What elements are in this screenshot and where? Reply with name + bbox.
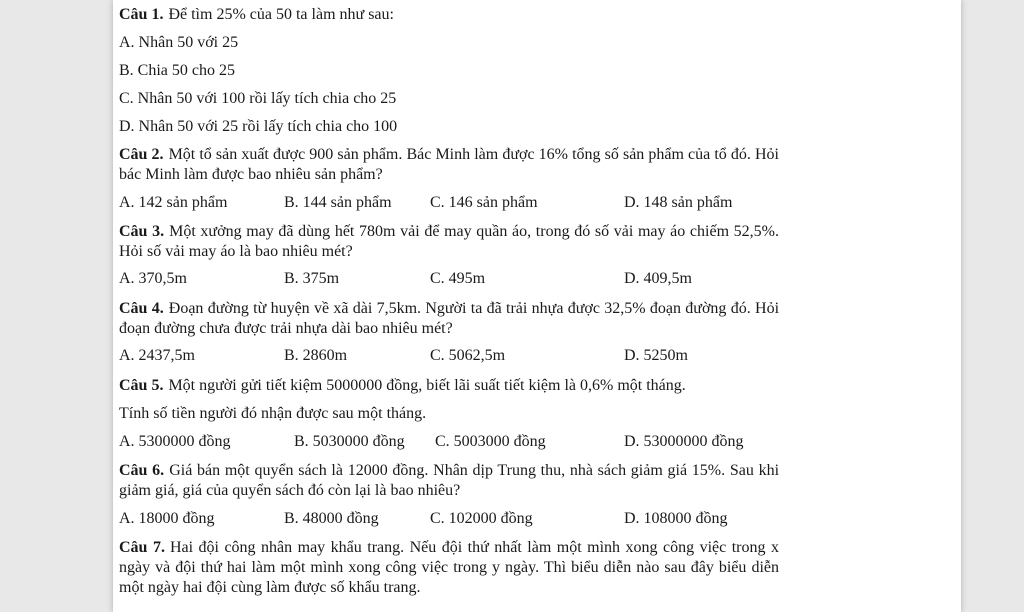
option-b: B. 5030000 đồng [294, 433, 405, 450]
question-7 [119, 538, 779, 598]
option-d: D. 409,5m [624, 270, 692, 287]
question-label: Câu 2. [119, 146, 164, 163]
question-label: Câu 5. [119, 377, 164, 394]
option-b: B. 144 sản phẩm [284, 194, 392, 211]
option-c: C. 5062,5m [430, 347, 506, 364]
option-a: A. Nhân 50 với 25 [119, 34, 239, 51]
question-3 [119, 222, 779, 262]
question-label: Câu 4. [119, 300, 164, 317]
question-text: Đoạn đường từ huyện về xã dài 7,5km. Người ta đã trải nhựa được 32,5% đoạn đường đó. Hỏi đoạn đường chưa được trải nhựa dài bao nhiêu mét? [119, 300, 780, 337]
option-a: A. 142 sản phẩm [119, 194, 228, 211]
option-c: C. 102000 đồng [430, 510, 533, 527]
option-c: C. 5003000 đồng [435, 433, 546, 450]
option-a: A. 5300000 đồng [119, 433, 231, 450]
question-2 [119, 145, 779, 185]
option-d: D. Nhân 50 với 25 rồi lấy tích chia cho 100 [119, 118, 398, 135]
option-c: C. 495m [430, 270, 486, 287]
question-1 [119, 5, 394, 25]
option-d: D. 53000000 đồng [624, 433, 744, 450]
question-text: Một người gửi tiết kiệm 5000000 đồng, biết lãi suất tiết kiệm là 0,6% một tháng. [168, 377, 686, 394]
question-6 [119, 461, 779, 501]
question-text: Giá bán một quyển sách là 12000 đồng. Nhân dịp Trung thu, nhà sách giảm giá 15%. Sau khi giảm giá, giá của quyển sách đó còn lại là bao nhiêu? [119, 462, 780, 499]
option-b: B. 375m [284, 270, 340, 287]
question-text: Một xưởng may đã dùng hết 780m vải để may quần áo, trong đó số vải may áo chiếm 52,5%. Hỏi số vải may áo là bao nhiêu mét? [119, 223, 779, 260]
option-c: C. Nhân 50 với 100 rồi lấy tích chia cho 25 [119, 90, 397, 107]
question-5 [119, 376, 686, 396]
question-label: Câu 6. [119, 462, 165, 479]
option-d: D. 108000 đồng [624, 510, 728, 527]
option-a: A. 2437,5m [119, 347, 195, 364]
question-label: Câu 7. [119, 539, 165, 556]
question-label: Câu 1. [119, 6, 164, 23]
option-d: D. 5250m [624, 347, 688, 364]
option-b: B. Chia 50 cho 25 [119, 62, 235, 79]
option-a: A. 18000 đồng [119, 510, 215, 527]
option-c: C. 146 sản phẩm [430, 194, 538, 211]
question-text: Để tìm 25% của 50 ta làm như sau: [168, 6, 394, 23]
question-label: Câu 3. [119, 223, 165, 240]
option-a: A. 370,5m [119, 270, 187, 287]
option-b: B. 2860m [284, 347, 348, 364]
question-text: Một tổ sản xuất được 900 sản phẩm. Bác Minh làm được 16% tổng số sản phẩm của tổ đó. Hỏi bác Minh làm được bao nhiêu sản phẩm? [119, 146, 779, 183]
question-5-text-continued: Tính số tiền người đó nhận được sau một tháng. [119, 405, 427, 422]
option-d: D. 148 sản phẩm [624, 194, 733, 211]
question-text: Hai đội công nhân may khẩu trang. Nếu đội thứ nhất làm một mình xong công việc trong x ngày và đội thứ hai làm một mình xong công việc trong y ngày. Thì biểu diễn nào sau đây biểu diễn một ngày hai đội cùng làm được số khẩu trang. [119, 539, 779, 596]
question-4 [119, 299, 779, 339]
option-b: B. 48000 đồng [284, 510, 379, 527]
